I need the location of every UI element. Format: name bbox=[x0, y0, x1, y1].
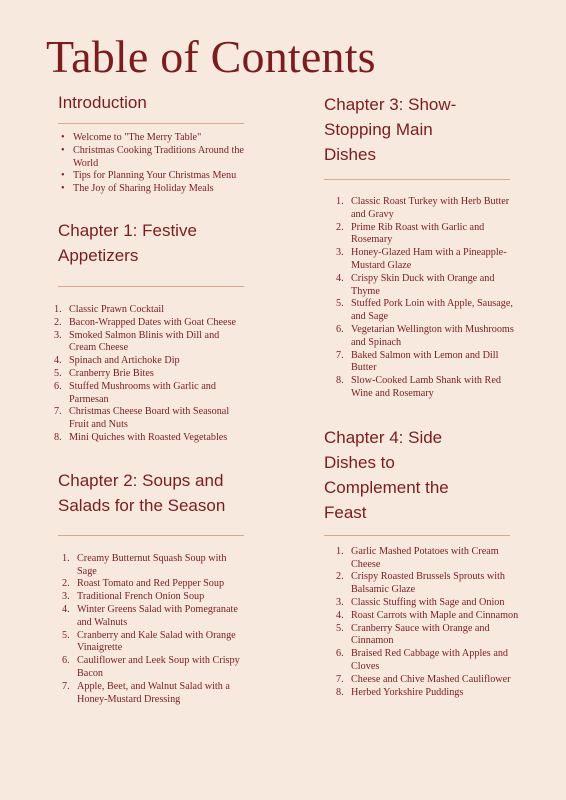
list-item: 3. Honey-Glazed Ham with a Pineapple-Mustard Glaze bbox=[336, 247, 507, 271]
section-divider bbox=[324, 179, 510, 180]
list-item: 8. Mini Quiches with Roasted Vegetables bbox=[54, 431, 228, 443]
list-item: 6. Cauliflower and Leek Soup with Crispy Bacon bbox=[62, 655, 240, 679]
list-item: 6. Stuffed Mushrooms with Garlic and Parmesan bbox=[54, 380, 216, 405]
list-item: 2. Roast Tomato and Red Pepper Soup bbox=[62, 578, 225, 590]
chapter-1-list bbox=[54, 303, 248, 445]
list-item: 2. Bacon-Wrapped Dates with Goat Cheese bbox=[54, 316, 237, 328]
section-divider bbox=[58, 535, 244, 536]
list-item: 2. Crispy Roasted Brussels Sprouts with Balsamic Glaze bbox=[336, 571, 505, 596]
list-item: 1. Creamy Butternut Squash Soup with Sage bbox=[62, 552, 227, 577]
list-item: 7. Apple, Beet, and Walnut Salad with a Honey-Mustard Dressing bbox=[62, 680, 230, 705]
list-item: 2. Prime Rib Roast with Garlic and Rosemary bbox=[336, 221, 485, 246]
section-divider bbox=[58, 286, 244, 287]
left-column bbox=[54, 90, 258, 706]
list-item: 5. Cranberry Brie Bites bbox=[54, 367, 154, 379]
list-item: • Welcome to "The Merry Table" bbox=[61, 132, 202, 143]
list-item: 7. Cheese and Chive Mashed Cauliflower bbox=[336, 673, 511, 685]
list-item: 3. Classic Stuffing with Sage and Onion bbox=[336, 596, 505, 608]
list-item: • Tips for Planning Your Christmas Menu bbox=[61, 170, 237, 182]
list-item: 7. Christmas Cheese Board with Seasonal Fruit and Nuts bbox=[54, 406, 230, 431]
list-item: • The Joy of Sharing Holiday Meals bbox=[61, 183, 214, 195]
list-item: 8. Herbed Yorkshire Puddings bbox=[336, 686, 464, 698]
list-item: 1. Classic Roast Turkey with Herb Butter and Gravy bbox=[336, 196, 510, 220]
introduction-list bbox=[58, 132, 248, 196]
list-item: 4. Crispy Skin Duck with Orange and Thyme bbox=[336, 272, 495, 297]
page-title: Table of Contents bbox=[46, 31, 376, 82]
list-item: 4. Winter Greens Salad with Pomegranate and Walnuts bbox=[62, 603, 238, 628]
list-item: 5. Stuffed Pork Loin with Apple, Sausage, and Sage bbox=[336, 298, 513, 323]
list-item: 1. Classic Prawn Cocktail bbox=[54, 303, 165, 315]
section-heading-introduction: Introduction bbox=[58, 93, 147, 112]
section-heading-chapter-1: Chapter 1: Festive Appetizers bbox=[58, 220, 197, 265]
list-item: 6. Vegetarian Wellington with Mushrooms and Spinach bbox=[336, 323, 514, 348]
list-item: 8. Slow-Cooked Lamb Shank with Red Wine and Rosemary bbox=[336, 375, 501, 399]
chapter-2-list bbox=[62, 552, 248, 707]
list-item: 4. Roast Carrots with Maple and Cinnamon bbox=[336, 609, 519, 621]
section-heading-chapter-3: Chapter 3: Show-Stopping Main Dishes bbox=[324, 95, 457, 164]
list-item: 7. Baked Salmon with Lemon and Dill Butter bbox=[336, 349, 499, 374]
list-item: 3. Smoked Salmon Blinis with Dill and Cream Cheese bbox=[54, 329, 220, 354]
list-item: 5. Cranberry and Kale Salad with Orange Vinaigrette bbox=[62, 629, 236, 654]
list-item: 4. Spinach and Artichoke Dip bbox=[54, 355, 180, 367]
chapter-4-list bbox=[336, 545, 520, 700]
right-column bbox=[324, 92, 524, 699]
section-divider bbox=[58, 123, 244, 124]
list-item: • Christmas Cooking Traditions Around the World bbox=[61, 144, 244, 169]
list-item: 1. Garlic Mashed Potatoes with Cream Cheese bbox=[336, 545, 499, 570]
section-heading-chapter-2: Chapter 2: Soups and Salads for the Season bbox=[58, 470, 226, 515]
section-divider bbox=[324, 535, 510, 536]
list-item: 5. Cranberry Sauce with Orange and Cinnamon bbox=[336, 622, 490, 647]
list-item: 6. Braised Red Cabbage with Apples and Cloves bbox=[336, 648, 509, 672]
list-item: 3. Traditional French Onion Soup bbox=[62, 591, 205, 603]
chapter-3-list bbox=[336, 196, 520, 401]
section-heading-chapter-4: Chapter 4: Side Dishes to Complement the Feast bbox=[324, 427, 449, 522]
